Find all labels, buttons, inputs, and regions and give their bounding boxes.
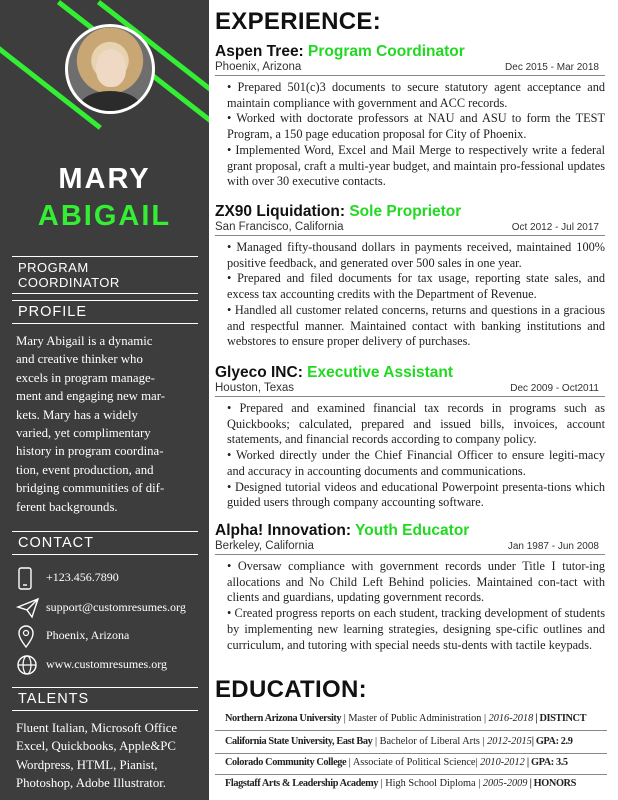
bullet: • Designed tutorial videos and educational Powerpoint presenta-tions which guided users through company accounting software. (227, 479, 605, 510)
job-entry (215, 522, 605, 653)
job-meta (215, 382, 605, 397)
job-title-line (215, 203, 605, 221)
school-name: California State University, East Bay (225, 736, 373, 747)
bullet: • Prepared and examined financial tax records in programs such as Quickbooks; calculated, prepared and issued bills, invoices, account statements, and financial records according to company policy. (227, 401, 605, 447)
contact-heading: CONTACT (12, 531, 198, 555)
job-dates: Oct 2012 - Jul 2017 (511, 222, 599, 233)
job-dates: Dec 2015 - Mar 2018 (505, 62, 599, 73)
bullet: • Created progress reports on each student, tracking development of students by implementing new learning strategies, designing spe-cific outlines and curriculum, and tutoring with special needs stu-dents with tactile keypads. (227, 606, 605, 652)
company-name: ZX90 Liquidation: (215, 203, 350, 220)
contact-phone (16, 565, 206, 591)
job-bullets (227, 401, 605, 511)
profile-heading: PROFILE (12, 300, 198, 324)
job-location: San Francisco, California (215, 221, 344, 233)
school-name: Northern Arizona University (225, 713, 342, 724)
email-link[interactable]: support@customresumes.org (46, 600, 186, 614)
job-entry (215, 364, 605, 511)
bullet: • Prepared 501(c)3 documents to secure statutory agent acceptance and maintain compliance with government and ACC records. (227, 80, 605, 110)
job-dates: Jan 1987 - Jun 2008 (507, 541, 599, 552)
last-name: ABIGAIL (37, 200, 172, 232)
bullet: • Handled all customer related concerns, returns and questions in a gracious and respectful manner. Maintained contact with banking institutions and webstores to ensure proper delivery of purchases. (227, 302, 605, 349)
profile-text: Mary Abigail is a dynamic and creative thinker who excels in program manage- ment and engaging new mar- kets. Mary has a widely varied, yet complimentary history in program coordina- tion, event production, and bridging communities of dif- ferent backgrounds. (16, 334, 165, 514)
experience-heading: EXPERIENCE: (215, 8, 382, 35)
company-name: Aspen Tree: (215, 43, 309, 60)
role-name: Program Coordinator (308, 43, 465, 60)
talents-heading: TALENTS (12, 687, 198, 711)
location-pin-icon (16, 625, 36, 649)
portrait-photo (65, 24, 155, 114)
job-bullets (227, 559, 605, 653)
job-meta (215, 61, 605, 76)
education-row: Northern Arizona University | Master of Public Administration | 2016-2018 | DISTINCT (225, 713, 587, 724)
job-location: Berkeley, California (215, 540, 314, 552)
location-text: Phoenix, Arizona (46, 628, 130, 642)
bullet: • Worked directly under the Chief Financial Officer to ensure legiti-macy and accuracy in accounting documents and communications. (227, 448, 605, 478)
contact-location (16, 623, 206, 649)
job-meta (215, 540, 605, 555)
education-row: Colorado Community College | Associate of Political Science| 2010-2012 | GPA: 3.5 (225, 757, 568, 768)
job-meta (215, 221, 605, 236)
first-name: MARY (58, 163, 151, 195)
job-title: PROGRAM COORDINATOR (12, 256, 198, 294)
bullet: • Oversaw compliance with government records under Title I tutor-ing allocations and No Child Left Behind policies. Maintained con-tact with clients and guardians, updating government records. (227, 559, 605, 605)
company-name: Alpha! Innovation: (215, 522, 356, 539)
website-link[interactable]: www.customresumes.org (46, 657, 167, 671)
job-entry (215, 43, 605, 190)
send-icon (16, 597, 40, 619)
divider (215, 774, 607, 775)
contact-email (16, 595, 206, 621)
talents-text: Fluent Italian, Microsoft Office Excel, Quickbooks, Apple&PC Wordpress, HTML, Pianist, Photoshop, Adobe Illustrator. (16, 721, 178, 791)
bullet: • Implemented Word, Excel and Mail Merge to respectively write a federal grant proposal, craft a multi-year budget, and maintain pro-fessional updates with over 30 executive contacts. (227, 142, 605, 189)
role-name: Executive Assistant (307, 364, 454, 381)
job-location: Houston, Texas (215, 382, 295, 394)
education-heading: EDUCATION: (215, 676, 367, 703)
education-row: Flagstaff Arts & Leadership Academy | High School Diploma | 2005-2009 | HONORS (225, 778, 576, 789)
bullet: • Worked with doctorate professors at NAU and ASU to form the TEST Program, a 150 page education proposal for City of Phoenix. (227, 111, 605, 142)
bullet: • Prepared and filed documents for tax usage, reporting state sales, and excess tax accounting credits with the Department of Revenue. (227, 271, 605, 302)
phone-number[interactable]: +123.456.7890 (46, 570, 119, 584)
job-entry (215, 203, 605, 350)
phone-icon (16, 567, 34, 591)
job-title-line (215, 522, 605, 540)
company-name: Glyeco INC: (215, 364, 308, 381)
role-name: Youth Educator (355, 522, 470, 539)
sidebar (0, 0, 209, 800)
school-name: Flagstaff Arts & Leadership Academy (225, 778, 379, 789)
divider (215, 730, 607, 731)
job-dates: Dec 2009 - Oct2011 (510, 383, 599, 394)
job-location: Phoenix, Arizona (215, 61, 302, 73)
globe-icon (16, 654, 40, 678)
contact-website (16, 652, 206, 678)
job-bullets (227, 240, 605, 350)
job-title-line (215, 364, 605, 382)
role-name: Sole Proprietor (349, 203, 462, 220)
education-row: California State University, East Bay | Bachelor of Liberal Arts | 2012-2015| GPA: 2.9 (225, 736, 573, 747)
job-title-line (215, 43, 605, 61)
job-bullets (227, 80, 605, 190)
bullet: • Managed fifty-thousand dollars in payments received, maintained 100% positive feedback, and generated over 500 sales in one year. (227, 240, 605, 270)
divider (215, 753, 607, 754)
school-name: Colorado Community College (225, 757, 347, 768)
